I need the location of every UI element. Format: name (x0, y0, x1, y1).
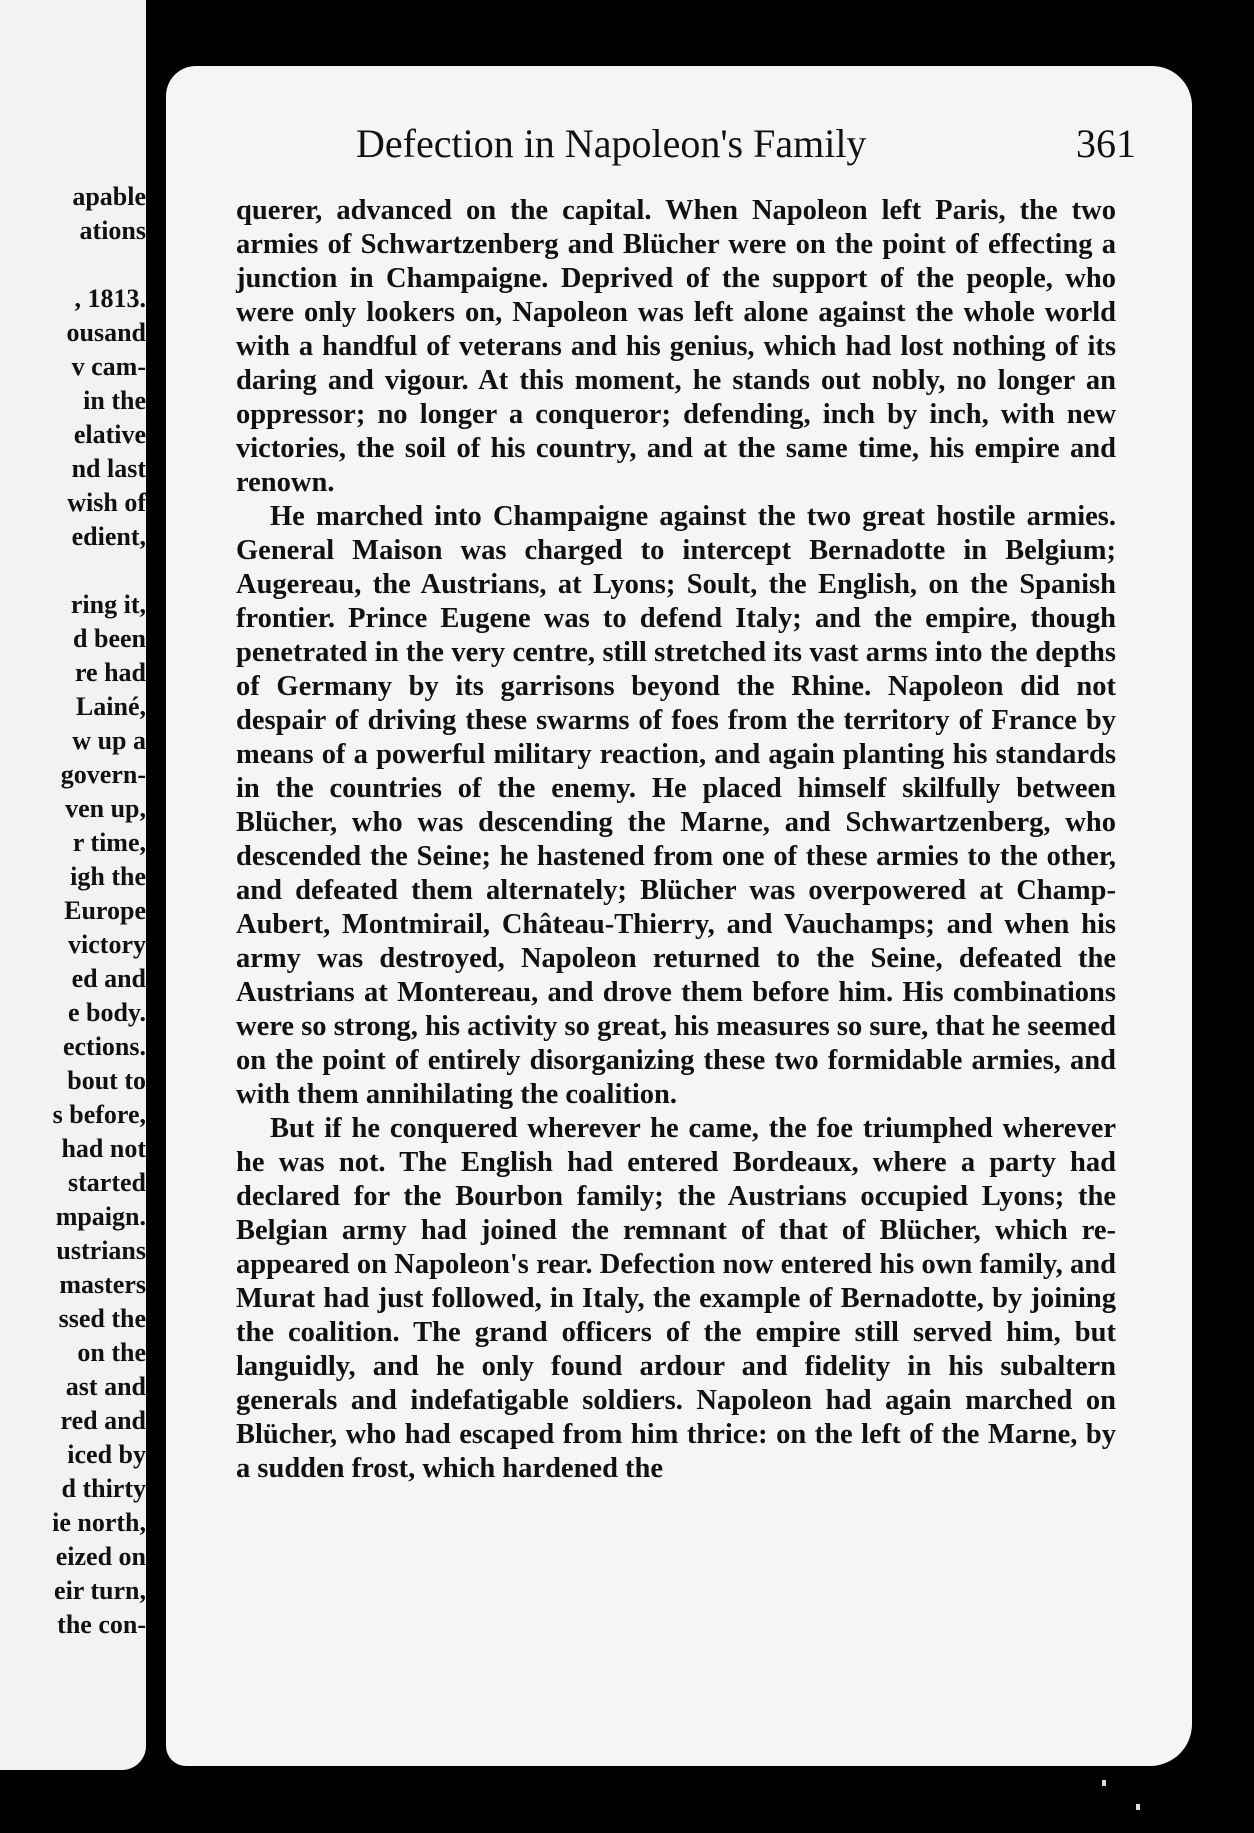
scan-speck (1136, 1804, 1140, 1810)
running-head (356, 120, 1136, 180)
paragraph: querer, advanced on the capital. When Napoleon left Paris, the two armies of Schwartzenberg and Blücher were on the point of effecting a junction in Champaigne. Deprived of the support of the people, who were only lookers on, Napoleon was left alone against the whole world with a handful of veterans and his genius, which had lost nothing of its daring and vigour. At this moment, he stands out nobly, no longer an oppressor; no longer a conqueror; defending, inch by inch, with new victories, the soil of his country, and at the same time, his empire and renown. (236, 195, 1116, 498)
left-line-fragment: on the (77, 1338, 146, 1367)
left-line-fragment: the con- (57, 1610, 146, 1639)
left-line-fragment: , 1813. (74, 284, 146, 313)
running-title: Defection in Napoleon's Family (356, 121, 867, 166)
left-line-fragment (0, 248, 146, 282)
left-line-fragment: wish of (67, 488, 146, 517)
left-line-fragment: eir turn, (54, 1576, 146, 1605)
left-line-fragment: ections. (62, 1032, 146, 1061)
left-line-fragment: started (68, 1168, 146, 1197)
right-page (166, 66, 1192, 1766)
paragraph: But if he conquered wherever he came, the foe triumphed wherever he was not. The English had entered Bordeaux, where a party had declared for the Bourbon family; the Austrians occupied Lyons; the Belgian army had joined the remnant of that of Blücher, which re-appeared on Napoleon's rear. Defection now entered his own family, and Murat had just followed, in Italy, the example of Bernadotte, by joining the coalition. The grand officers of the empire still served him, but languidly, and he only found ardour and fidelity in his subaltern generals and indefatigable soldiers. Napoleon had again marched on Blücher, who had escaped from him thrice: on the left of the Marne, by a sudden frost, which hardened the (236, 1113, 1116, 1484)
left-line-fragment: ie north, (52, 1508, 146, 1537)
left-line-fragment: v cam- (71, 352, 146, 381)
left-line-fragment: Europe (64, 896, 146, 925)
scan-speck (1102, 1780, 1106, 1786)
left-line-fragment: ast and (65, 1372, 146, 1401)
left-line-fragment: iced by (67, 1440, 146, 1469)
left-line-fragment: ations (79, 216, 146, 245)
left-line-fragment: w up a (72, 726, 146, 755)
left-line-fragment: eized on (55, 1542, 146, 1571)
left-line-fragment: red and (60, 1406, 146, 1435)
left-line-fragment: bout to (67, 1066, 146, 1095)
body-text (236, 194, 1116, 1486)
left-line-fragment: e body. (67, 998, 146, 1027)
book-spine (148, 0, 158, 1833)
left-line-fragment: ven up, (65, 794, 146, 823)
page-number: 361 (1076, 121, 1136, 166)
paragraph: He marched into Champaigne against the two great hostile armies. General Maison was charged to intercept Bernadotte in Belgium; Augereau, the Austrians, at Lyons; Soult, the English, on the Spanish frontier. Prince Eugene was to defend Italy; and the empire, though penetrated in the very centre, still stretched its vast arms into the depths of Germany by its garrisons beyond the Rhine. Napoleon did not despair of driving these swarms of foes from the territory of France by means of a powerful military reaction, and again planting his standards in the countries of the enemy. He placed himself skilfully between Blücher, who was descending the Marne, and Schwartzenberg, who descended the Seine; he hastened from one of these armies to the other, and defeated them alternately; Blücher was overpowered at Champ-Aubert, Montmirail, Château-Thierry, and Vauchamps; and when his army was destroyed, Napoleon returned to the Seine, defeated the Austrians at Montereau, and drove them before him. His combinations were so strong, his activity so great, his measures so sure, that he seemed on the point of entirely disorganizing these two formidable armies, and with them annihilating the coalition. (236, 501, 1116, 1110)
left-line-fragment: Lainé, (75, 692, 146, 721)
left-line-fragment: d thirty (61, 1474, 146, 1503)
left-line-fragment: had not (61, 1134, 146, 1163)
left-line-fragment: in the (83, 386, 146, 415)
left-line-fragment: govern- (60, 760, 146, 789)
left-page-text (0, 180, 146, 1642)
left-line-fragment: s before, (52, 1100, 146, 1129)
left-page-fragment (0, 0, 158, 1833)
left-line-fragment: re had (74, 658, 146, 687)
left-line-fragment: ssed the (58, 1304, 146, 1333)
left-line-fragment (0, 554, 146, 588)
left-line-fragment: victory (68, 930, 146, 959)
left-page-paper (0, 0, 146, 1770)
left-line-fragment: ed and (71, 964, 146, 993)
left-line-fragment: masters (59, 1270, 146, 1299)
left-line-fragment: r time, (72, 828, 146, 857)
left-line-fragment: ring it, (70, 590, 146, 619)
left-line-fragment: igh the (70, 862, 146, 891)
left-line-fragment: elative (73, 420, 146, 449)
left-line-fragment: edient, (71, 522, 146, 551)
left-line-fragment: mpaign. (55, 1202, 146, 1231)
left-line-fragment: d been (73, 624, 146, 653)
left-line-fragment: nd last (71, 454, 146, 483)
left-line-fragment: apable (72, 182, 146, 211)
left-line-fragment: ousand (66, 318, 146, 347)
left-line-fragment: ustrians (56, 1236, 146, 1265)
